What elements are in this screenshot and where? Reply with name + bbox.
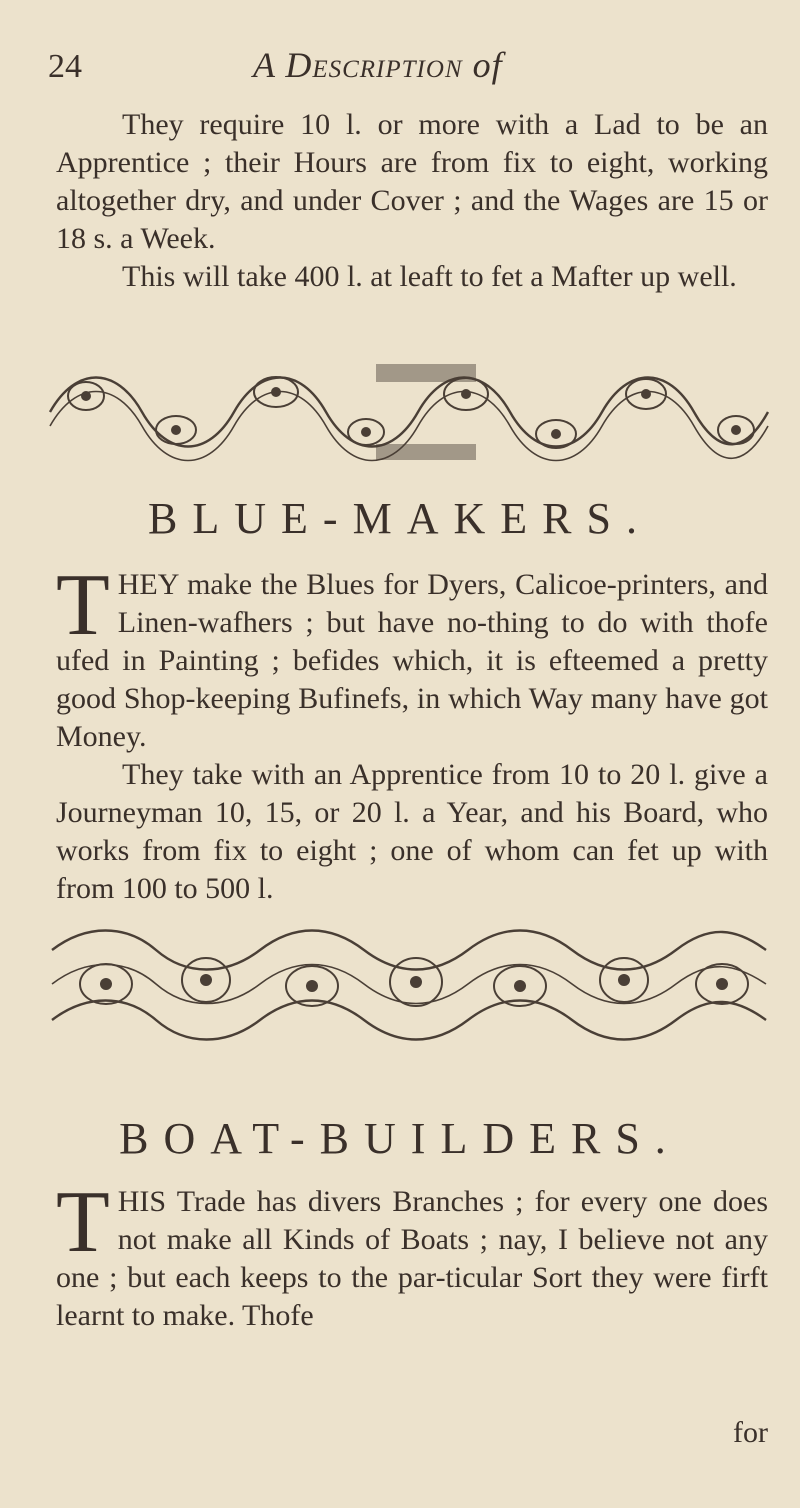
running-title-prefix: A	[253, 45, 276, 85]
running-title-suffix: of	[472, 45, 503, 85]
dropcap-boat-builders: T	[56, 1174, 110, 1271]
boat-builders-paragraph-1: HIS Trade has divers Branches ; for every one does not make all Kinds of Boats ; nay, I believe not any one ; but each keeps to the par-ticular Sort they were firft learnt to make. Thofe	[56, 1185, 768, 1332]
section-boat-builders	[56, 1174, 768, 1335]
heading-boat-builders: BOAT-BUILDERS.	[119, 1114, 681, 1163]
running-title-main: Description	[285, 45, 463, 85]
ornament-band-bottom	[46, 920, 772, 1050]
heading-blue-makers: BLUE-MAKERS.	[148, 494, 652, 543]
page-header	[48, 44, 768, 100]
section-blue-makers	[56, 557, 768, 908]
ornament-band-top	[46, 356, 772, 468]
intro-paragraph-1: They require 10 l. or more with a Lad to be an Apprentice ; their Hours are from fix to eight, working altogether dry, and under Cover ; and the Wages are 15 or 18 s. a Week.	[56, 108, 768, 255]
page-number: 24	[48, 48, 82, 85]
intro-paragraph-2: This will take 400 l. at leaft to fet a Mafter up well.	[122, 260, 737, 293]
blue-makers-paragraph-1: HEY make the Blues for Dyers, Calicoe-printers, and Linen-wafhers ; but have no-thing to do with thofe ufed in Painting ; befides which, it is efteemed a pretty good Shop-keeping Bufinefs, in which Way many have got Money.	[56, 568, 768, 753]
running-title	[253, 44, 503, 86]
catchword: for	[733, 1416, 768, 1449]
dropcap-blue-makers: T	[56, 557, 110, 654]
blue-makers-paragraph-2: They take with an Apprentice from 10 to 20 l. give a Journeyman 10, 15, or 20 l. a Year, and his Board, who works from fix to eight ; one of whom can fet up with from 100 to 500 l.	[56, 758, 768, 905]
